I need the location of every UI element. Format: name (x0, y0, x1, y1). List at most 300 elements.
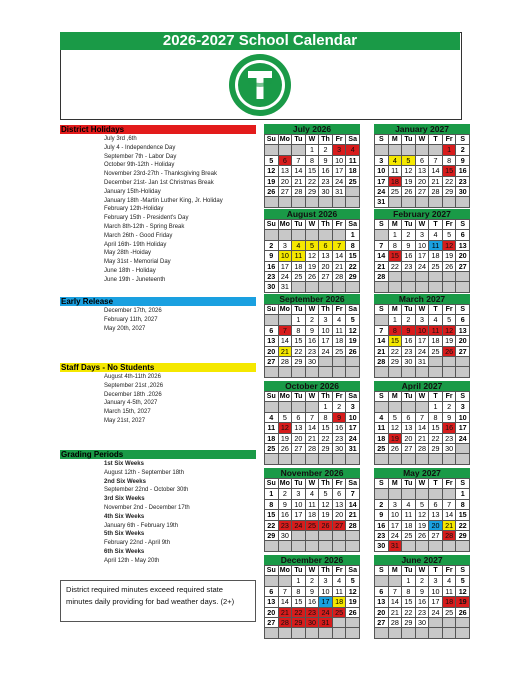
empty-cell (278, 145, 292, 155)
legend-item: September 22nd - October 30th (104, 487, 189, 494)
empty-cell (319, 357, 333, 367)
day-cell: 7 (442, 499, 456, 509)
legend-item: March 26th - Good Friday (104, 232, 173, 239)
day-cell: 13 (456, 325, 470, 335)
day-cell: 1 (319, 402, 333, 412)
day-cell: 11 (332, 325, 346, 335)
day-cell: 15 (305, 166, 319, 176)
weekday-label: W (305, 392, 319, 402)
day-cell: 4 (388, 155, 402, 165)
empty-cell (305, 628, 319, 638)
day-cell: 27 (415, 187, 429, 197)
weekday-label: Th (319, 566, 333, 576)
empty-cell (402, 402, 416, 412)
empty-cell (456, 541, 470, 551)
day-cell: 30 (278, 531, 292, 541)
day-cell: 14 (332, 251, 346, 261)
day-cell: 22 (319, 433, 333, 443)
day-cell: 22 (456, 520, 470, 530)
weekday-label: S (375, 566, 389, 576)
day-cell: 28 (442, 531, 456, 541)
day-cell: 30 (415, 618, 429, 628)
empty-cell (332, 618, 346, 628)
month-november-2026 (264, 468, 360, 552)
day-cell: 20 (375, 607, 389, 617)
day-cell: 21 (278, 607, 292, 617)
day-cell: 17 (375, 176, 389, 186)
day-cell: 1 (402, 576, 416, 586)
day-cell: 15 (292, 597, 306, 607)
day-cell: 12 (346, 586, 360, 596)
empty-cell (415, 402, 429, 412)
legend-item: November 2nd - December 17th (104, 504, 190, 511)
empty-cell (442, 618, 456, 628)
empty-cell (332, 454, 346, 464)
empty-cell (388, 628, 402, 638)
day-cell: 6 (415, 155, 429, 165)
day-cell: 13 (319, 251, 333, 261)
day-cell: 16 (278, 510, 292, 520)
day-cell: 31 (319, 618, 333, 628)
weekday-label: Mo (279, 221, 290, 228)
empty-cell (346, 618, 360, 628)
day-cell: 15 (456, 510, 470, 520)
day-cell: 18 (442, 597, 456, 607)
empty-cell (402, 272, 416, 282)
day-cell: 13 (429, 510, 443, 520)
weekday-label: Fr (332, 135, 346, 145)
legend-item: September 7th - Labor Day (104, 153, 177, 160)
empty-cell (265, 628, 279, 638)
weekday-label: S (375, 220, 389, 230)
day-cell: 23 (456, 176, 470, 186)
day-cell: 25 (429, 261, 443, 271)
weekday-label: Tu (292, 220, 306, 230)
day-cell: 1 (429, 402, 443, 412)
day-cell: 29 (429, 444, 443, 454)
day-cell: 22 (292, 346, 306, 356)
day-cell: 21 (415, 433, 429, 443)
day-cell: 11 (388, 166, 402, 176)
day-cell: 26 (265, 187, 279, 197)
day-cell: 21 (278, 346, 292, 356)
day-cell: 24 (456, 433, 470, 443)
day-cell: 19 (319, 510, 333, 520)
day-cell: 16 (265, 261, 279, 271)
weekday-label: S (456, 135, 470, 145)
day-cell: 26 (346, 607, 360, 617)
day-cell: 28 (278, 618, 292, 628)
empty-cell (456, 444, 470, 454)
day-cell: 28 (332, 272, 346, 282)
weekday-label: S (375, 479, 389, 489)
empty-cell (319, 628, 333, 638)
weekday-label: Sa (346, 566, 360, 576)
day-cell: 25 (332, 346, 346, 356)
day-cell: 6 (375, 586, 389, 596)
day-cell: 5 (346, 315, 360, 325)
legend-item: March 8th-12th - Spring Break (104, 223, 185, 230)
day-cell: 5 (456, 576, 470, 586)
weekday-label: M (388, 392, 402, 402)
day-cell: 17 (332, 166, 346, 176)
empty-cell (388, 402, 402, 412)
day-cell: 19 (346, 597, 360, 607)
day-cell: 27 (402, 444, 416, 454)
day-cell: 9 (402, 240, 416, 250)
day-cell: 30 (402, 357, 416, 367)
empty-cell (375, 230, 389, 240)
day-cell: 24 (415, 261, 429, 271)
empty-cell (305, 402, 319, 412)
day-cell: 6 (456, 230, 470, 240)
empty-cell (388, 197, 402, 207)
day-cell: 27 (332, 520, 346, 530)
day-cell: 17 (415, 251, 429, 261)
legend-item: February 15th - President's Day (104, 215, 189, 222)
empty-cell (388, 367, 402, 377)
empty-cell (332, 628, 346, 638)
weekday-label: Fr (332, 566, 346, 576)
day-cell: 18 (429, 336, 443, 346)
empty-cell (456, 628, 470, 638)
empty-cell (402, 197, 416, 207)
day-cell: 27 (278, 187, 292, 197)
month-march-2027 (374, 294, 470, 378)
day-cell: 9 (442, 412, 456, 422)
day-cell: 7 (388, 586, 402, 596)
day-cell: 1 (305, 145, 319, 155)
day-cell: 14 (388, 597, 402, 607)
legend-item: February 11th, 2027 (104, 316, 158, 323)
day-cell: 23 (402, 346, 416, 356)
empty-cell (442, 454, 456, 464)
day-cell: 6 (278, 155, 292, 165)
day-cell: 3 (292, 489, 306, 499)
day-cell: 27 (456, 261, 470, 271)
empty-cell (332, 541, 346, 551)
day-cell: 27 (265, 357, 279, 367)
day-cell: 7 (278, 586, 292, 596)
weekday-label: Tu (292, 135, 306, 145)
empty-cell (305, 454, 319, 464)
day-cell: 21 (375, 261, 389, 271)
day-cell: 24 (319, 346, 333, 356)
day-cell: 18 (429, 251, 443, 261)
weekday-label: Su (265, 305, 279, 315)
day-cell: 17 (429, 597, 443, 607)
legend-item: April 16th- 19th Holiday (104, 241, 167, 248)
empty-cell (388, 489, 402, 499)
day-cell: 3 (346, 402, 360, 412)
day-cell: 2 (375, 499, 389, 509)
weekday-label: Su (265, 566, 279, 576)
weekday-label: S (456, 479, 470, 489)
day-cell: 27 (292, 444, 306, 454)
month-august-2026 (264, 209, 360, 293)
day-cell: 14 (415, 423, 429, 433)
empty-cell (375, 315, 389, 325)
empty-cell (319, 282, 333, 292)
section-header-3: Grading Periods (60, 450, 256, 459)
day-cell: 13 (375, 597, 389, 607)
legend-item: 6th Six Weeks (104, 548, 145, 555)
weekday-label: S (456, 220, 470, 230)
day-cell: 26 (415, 531, 429, 541)
weekday-label: Su (265, 135, 279, 145)
empty-cell (346, 367, 360, 377)
day-cell: 31 (415, 357, 429, 367)
month-title: May 2027 (374, 468, 470, 478)
empty-cell (375, 489, 389, 499)
day-cell: 4 (442, 576, 456, 586)
month-december-2026 (264, 555, 360, 639)
day-cell: 10 (415, 240, 429, 250)
legend-item: April 12th - May 20th (104, 557, 160, 564)
empty-cell (442, 197, 456, 207)
weekday-label: S (375, 392, 389, 402)
day-cell: 26 (442, 261, 456, 271)
day-cell: 3 (429, 576, 443, 586)
day-cell: 10 (415, 325, 429, 335)
legend-item: July 3rd ,6th (104, 136, 137, 142)
legend-item: January 18th -Martin Luther King, Jr. Holiday (104, 197, 223, 204)
day-cell: 14 (429, 166, 443, 176)
day-cell: 12 (456, 586, 470, 596)
day-cell: 13 (402, 423, 416, 433)
month-title: June 2027 (374, 555, 470, 565)
weekday-label: Th (319, 220, 333, 230)
day-cell: 27 (375, 618, 389, 628)
day-cell: 15 (319, 423, 333, 433)
day-cell: 6 (265, 586, 279, 596)
empty-cell (265, 315, 279, 325)
day-cell: 3 (415, 315, 429, 325)
day-cell: 11 (332, 586, 346, 596)
empty-cell (375, 367, 389, 377)
day-cell: 15 (346, 251, 360, 261)
day-cell: 15 (429, 423, 443, 433)
day-cell: 25 (442, 607, 456, 617)
day-cell: 4 (332, 576, 346, 586)
day-cell: 19 (415, 520, 429, 530)
day-cell: 14 (305, 423, 319, 433)
day-cell: 28 (375, 272, 389, 282)
weekday-label: Tu (292, 392, 306, 402)
day-cell: 5 (388, 412, 402, 422)
month-february-2027 (374, 209, 470, 293)
day-cell: 1 (346, 230, 360, 240)
empty-cell (415, 145, 429, 155)
empty-cell (332, 357, 346, 367)
day-cell: 9 (278, 499, 292, 509)
empty-cell (402, 628, 416, 638)
empty-cell (278, 454, 292, 464)
page-title: 2026-2027 School Calendar (60, 32, 460, 50)
day-cell: 4 (265, 412, 279, 422)
day-cell: 29 (388, 357, 402, 367)
day-cell: 17 (388, 520, 402, 530)
day-cell: 8 (305, 155, 319, 165)
day-cell: 24 (332, 176, 346, 186)
day-cell: 26 (388, 444, 402, 454)
day-cell: 27 (265, 618, 279, 628)
day-cell: 13 (278, 166, 292, 176)
day-cell: 16 (415, 597, 429, 607)
legend-item: December 18th .2026 (104, 391, 162, 398)
day-cell: 25 (332, 607, 346, 617)
day-cell: 24 (292, 520, 306, 530)
day-cell: 2 (305, 315, 319, 325)
day-cell: 30 (375, 541, 389, 551)
empty-cell (292, 402, 306, 412)
empty-cell (375, 402, 389, 412)
empty-cell (265, 367, 279, 377)
day-cell: 25 (402, 531, 416, 541)
day-cell: 7 (375, 240, 389, 250)
day-cell: 20 (456, 336, 470, 346)
month-title: July 2026 (264, 124, 360, 134)
day-cell: 28 (375, 357, 389, 367)
day-cell: 12 (402, 166, 416, 176)
day-cell: 20 (265, 346, 279, 356)
empty-cell (442, 357, 456, 367)
empty-cell (292, 367, 306, 377)
day-cell: 16 (456, 166, 470, 176)
weekday-label: Su (265, 479, 279, 489)
empty-cell (429, 282, 443, 292)
empty-cell (402, 367, 416, 377)
day-cell: 9 (456, 155, 470, 165)
day-cell: 14 (292, 166, 306, 176)
day-cell: 23 (319, 176, 333, 186)
day-cell: 19 (442, 251, 456, 261)
legend-item: June 19th - Juneteenth (104, 276, 166, 283)
day-cell: 30 (305, 357, 319, 367)
weekday-label: W (415, 305, 429, 315)
empty-cell (442, 367, 456, 377)
empty-cell (278, 628, 292, 638)
day-cell: 29 (292, 618, 306, 628)
day-cell: 2 (456, 145, 470, 155)
day-cell: 23 (332, 433, 346, 443)
weekday-label: W (415, 135, 429, 145)
weekday-label: W (415, 392, 429, 402)
day-cell: 24 (346, 433, 360, 443)
day-cell: 9 (305, 325, 319, 335)
weekday-label: Sa (346, 479, 360, 489)
day-cell: 10 (346, 412, 360, 422)
day-cell: 8 (292, 325, 306, 335)
day-cell: 18 (265, 433, 279, 443)
month-september-2026 (264, 294, 360, 378)
legend-item: 1st Six Weeks (104, 461, 144, 467)
section-header-1: Early Release (60, 297, 256, 306)
weekday-label: T (429, 479, 443, 489)
empty-cell (332, 531, 346, 541)
day-cell: 22 (442, 176, 456, 186)
weekday-label: T (429, 220, 443, 230)
day-cell: 5 (442, 230, 456, 240)
day-cell: 31 (388, 541, 402, 551)
day-cell: 7 (375, 325, 389, 335)
empty-cell (375, 576, 389, 586)
day-cell: 24 (319, 607, 333, 617)
day-cell: 21 (429, 176, 443, 186)
day-cell: 5 (415, 499, 429, 509)
day-cell: 12 (278, 423, 292, 433)
day-cell: 15 (388, 336, 402, 346)
day-cell: 23 (415, 607, 429, 617)
day-cell: 8 (388, 325, 402, 335)
day-cell: 18 (332, 336, 346, 346)
empty-cell (402, 145, 416, 155)
weekday-label: Sa (346, 220, 360, 230)
weekday-label: T (429, 305, 443, 315)
day-cell: 6 (332, 489, 346, 499)
empty-cell (415, 454, 429, 464)
weekday-label: Mo (279, 393, 290, 400)
day-cell: 15 (265, 510, 279, 520)
day-cell: 9 (415, 586, 429, 596)
day-cell: 19 (402, 176, 416, 186)
empty-cell (278, 197, 292, 207)
day-cell: 11 (265, 423, 279, 433)
day-cell: 28 (292, 187, 306, 197)
month-may-2027 (374, 468, 470, 552)
day-cell: 18 (375, 433, 389, 443)
section-header-2: Staff Days - No Students (60, 363, 256, 372)
legend-item: May 28th -Hoiday (104, 250, 152, 257)
empty-cell (415, 197, 429, 207)
day-cell: 10 (319, 325, 333, 335)
weekday-label: S (456, 566, 470, 576)
day-cell: 16 (305, 336, 319, 346)
day-cell: 8 (402, 586, 416, 596)
day-cell: 14 (278, 336, 292, 346)
empty-cell (278, 367, 292, 377)
empty-cell (346, 197, 360, 207)
weekday-label: Mo (279, 136, 290, 143)
weekday-label: Tu (402, 479, 416, 489)
day-cell: 12 (305, 251, 319, 261)
day-cell: 14 (278, 597, 292, 607)
day-cell: 5 (305, 240, 319, 250)
day-cell: 28 (346, 520, 360, 530)
empty-cell (429, 489, 443, 499)
day-cell: 29 (442, 187, 456, 197)
day-cell: 5 (319, 489, 333, 499)
day-cell: 15 (388, 251, 402, 261)
weekday-label: T (429, 135, 443, 145)
weekday-label: M (388, 305, 402, 315)
weekday-label: M (388, 220, 402, 230)
weekday-label: S (456, 392, 470, 402)
day-cell: 2 (265, 240, 279, 250)
empty-cell (332, 367, 346, 377)
day-cell: 1 (292, 315, 306, 325)
day-cell: 5 (265, 155, 279, 165)
day-cell: 12 (319, 499, 333, 509)
month-april-2027 (374, 381, 470, 465)
empty-cell (346, 282, 360, 292)
weekday-label: Fr (442, 135, 456, 145)
empty-cell (292, 145, 306, 155)
month-june-2027 (374, 555, 470, 639)
weekday-label: Fr (442, 566, 456, 576)
day-cell: 3 (415, 230, 429, 240)
empty-cell (388, 272, 402, 282)
